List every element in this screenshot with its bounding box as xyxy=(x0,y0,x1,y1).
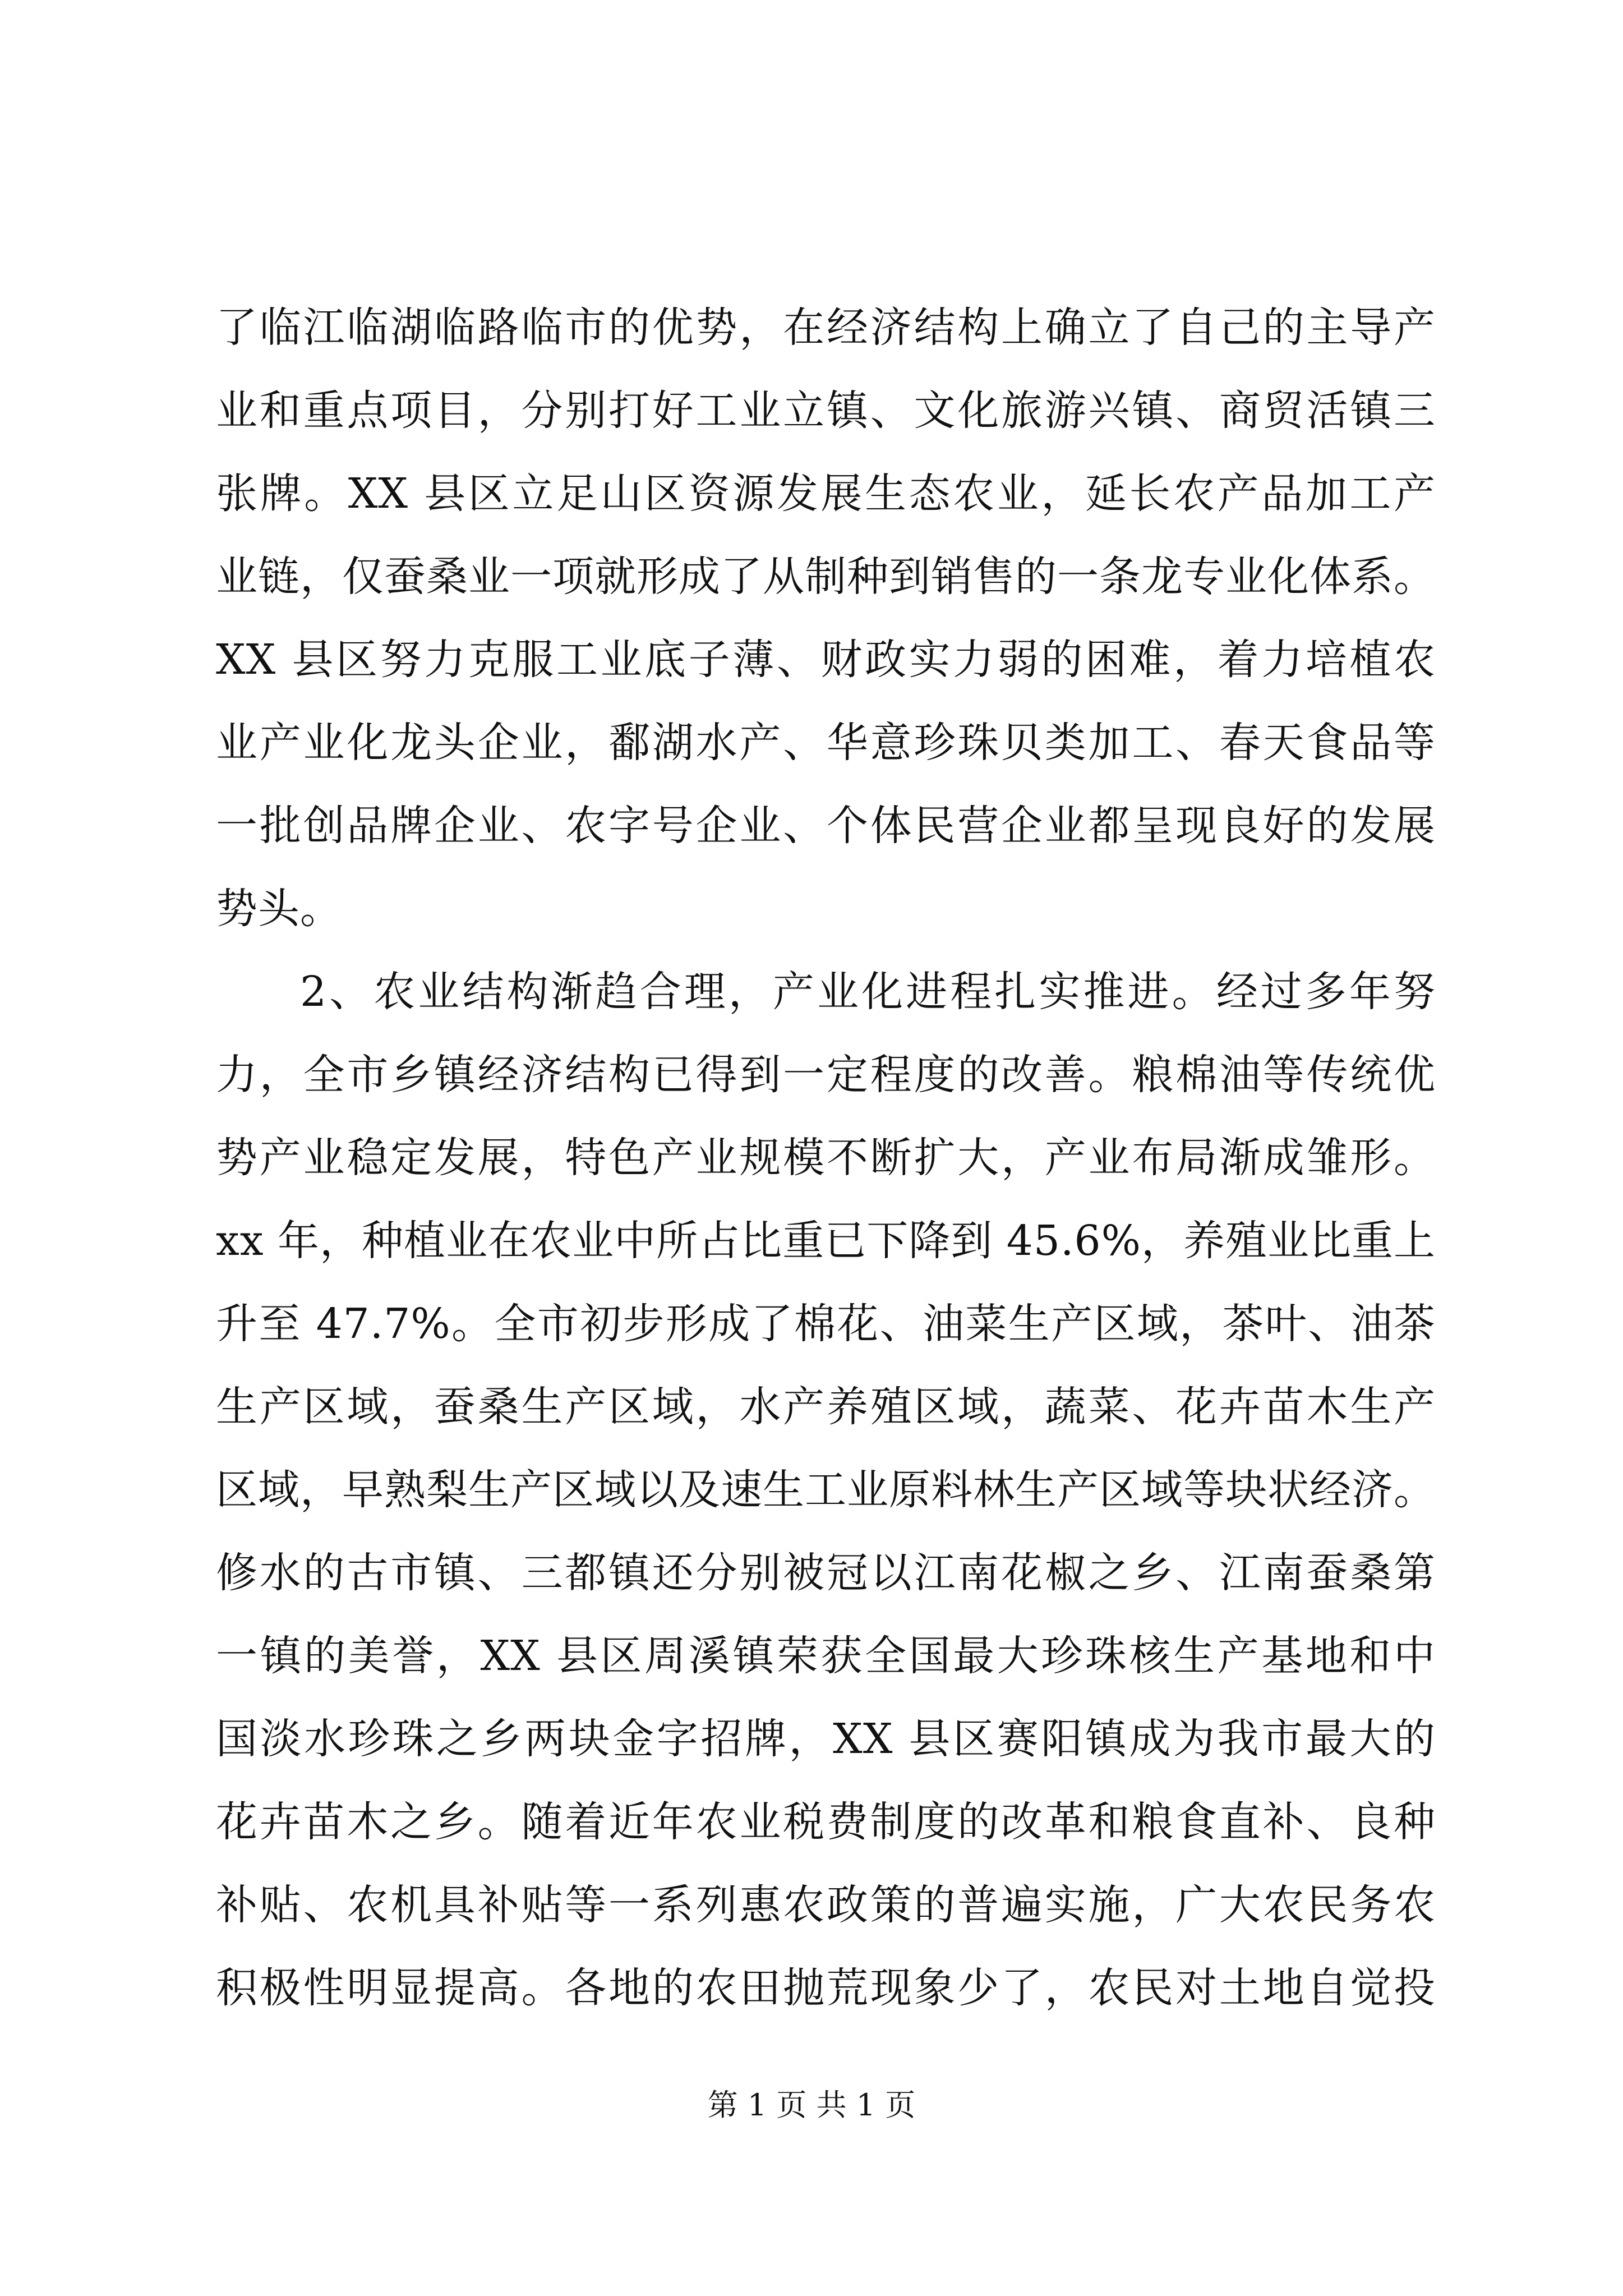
text-line: 生产区域，蚕桑生产区域，水产养殖区域，蔬菜、花卉苗木生产 xyxy=(216,1383,1436,1431)
text-line: 力，全市乡镇经济结构已得到一定程度的改善。粮棉油等传统优 xyxy=(216,1051,1436,1099)
text-line: 升至 47.7%。全市初步形成了棉花、油菜生产区域，茶叶、油茶 xyxy=(216,1300,1436,1348)
text-line: 势产业稳定发展，特色产业规模不断扩大，产业布局渐成雏形。 xyxy=(216,1134,1436,1182)
paragraph-first-line: 2、农业结构渐趋合理，产业化进程扎实推进。经过多年努 xyxy=(300,968,1436,1016)
text-line: XX 县区努力克服工业底子薄、财政实力弱的困难，着力培植农 xyxy=(216,636,1436,684)
text-line: 花卉苗木之乡。随着近年农业税费制度的改革和粮食直补、良种 xyxy=(216,1798,1436,1846)
text-line: 业和重点项目，分别打好工业立镇、文化旅游兴镇、商贸活镇三 xyxy=(216,386,1436,435)
text-line: 业产业化龙头企业，鄱湖水产、华意珍珠贝类加工、春天食品等 xyxy=(216,719,1436,767)
text-line: 修水的古市镇、三都镇还分别被冠以江南花椒之乡、江南蚕桑第 xyxy=(216,1549,1436,1597)
text-line: xx 年，种植业在农业中所占比重已下降到 45.6%，养殖业比重上 xyxy=(216,1217,1436,1265)
text-line: 区域，早熟梨生产区域以及速生工业原料林生产区域等块状经济。 xyxy=(216,1466,1436,1514)
text-line: 了临江临湖临路临市的优势，在经济结构上确立了自己的主导产 xyxy=(216,303,1436,352)
text-line: 业链，仅蚕桑业一项就形成了从制种到销售的一条龙专业化体系。 xyxy=(216,553,1436,601)
paragraph-end-line: 势头。 xyxy=(216,885,342,933)
text-line: 积极性明显提高。各地的农田抛荒现象少了，农民对土地自觉投 xyxy=(216,1964,1436,2012)
text-line: 一镇的美誉，XX 县区周溪镇荣获全国最大珍珠核生产基地和中 xyxy=(216,1632,1436,1680)
text-line: 一批创品牌企业、农字号企业、个体民营企业都呈现良好的发展 xyxy=(216,802,1436,850)
text-line: 补贴、农机具补贴等一系列惠农政策的普遍实施，广大农民务农 xyxy=(216,1881,1436,1929)
text-line: 张牌。XX 县区立足山区资源发展生态农业，延长农产品加工产 xyxy=(216,470,1436,518)
page-footer: 第 1 页 共 1 页 xyxy=(707,2087,916,2123)
text-line: 国淡水珍珠之乡两块金字招牌，XX 县区赛阳镇成为我市最大的 xyxy=(216,1715,1436,1763)
document-body xyxy=(216,286,1436,2030)
